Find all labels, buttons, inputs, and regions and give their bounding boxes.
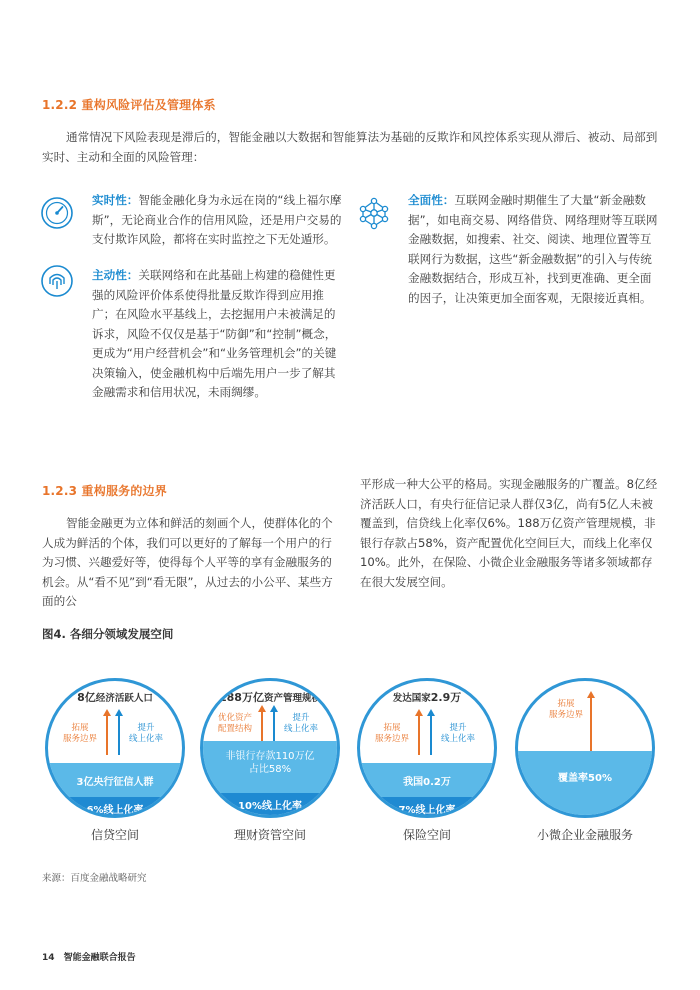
band-light: 覆盖率50% (518, 751, 652, 818)
risk-intro: 通常情况下风险表现是滞后的，智能金融以大数据和智能算法为基础的反欺诈和风控体系实现从滞后、被动、局部到实时、主动和全面的风险管理： (42, 130, 658, 164)
band-dark: 6%线上化率 (48, 797, 182, 818)
realtime-label: 实时性： (92, 193, 139, 207)
caption-insurance: 保险空间 (402, 828, 451, 842)
page-number: 14 (42, 953, 55, 963)
report-name: 智能金融联合报告 (63, 953, 136, 963)
arrow-up-icon (118, 715, 120, 755)
comprehensive-text: 互联网金融时期催生了大量“新金融数据”，如电商交易、网络借贷、网络理财等互联网金融数据，如搜索、社交、阅读、地理位置等互联网行为数据，这些“新金融数据”的引入与传统金融数据结合，形成互补，找到更准确、更全面的因子，让决策更加全面客观，无限接近真相。 (408, 193, 658, 305)
realtime-block (92, 191, 344, 250)
figure-title: 图4. 各细分领域发展空间 (42, 627, 174, 641)
circle-credit-top: 8亿经济活跃人口 (77, 691, 153, 704)
band-dark: 10%线上化率 (203, 793, 337, 818)
band-light: 3亿央行征信人群 (48, 763, 182, 797)
circle-insurance (357, 678, 497, 818)
proactive-block (92, 266, 344, 403)
label-optimize: 优化资产 配置结构 (217, 713, 252, 734)
arrow-up-icon (590, 697, 592, 751)
network-icon (357, 196, 391, 230)
band-dark: 7%线上化率 (360, 797, 494, 818)
arrow-up-icon (430, 715, 432, 755)
section-title-risk: 1.2.2 重构风险评估及管理体系 (42, 98, 216, 112)
section-title-service: 1.2.3 重构服务的边界 (42, 484, 167, 498)
caption-wealth: 理财资管空间 (233, 828, 306, 842)
figure-source: 来源：百度金融战略研究 (42, 873, 147, 884)
circle-credit (45, 678, 185, 818)
service-para-left: 智能金融更为立体和鲜活的刻画个人，使群体化的个人成为鲜活的个体，我们可以更好的了解每一个用户的行为习惯、兴趣爱好等，使得每个人平等的享有金融服务的机会。从“看不见”到“看无限”，从过去的小公平、某些方面的公 (42, 516, 333, 608)
label-expand: 拓展 服务边界 (62, 723, 97, 744)
shield-hand-icon (40, 264, 74, 298)
proactive-text: 关联网络和在此基础上构建的稳健性更强的风险评价体系使得批量反欺诈得到应用推广；在风险水平基线上，去挖掘用户未被满足的诉求，风险不仅仅是基于“防御”和“控制”概念，更成为“用户经营机会”和“业务管理机会”的关键决策输入，使金融机构中后端先用户一步了解其金融需求和信用状况，未雨绸缪。 (92, 268, 337, 399)
band-light: 我国0.2万 (360, 763, 494, 797)
circle-wealth (200, 678, 340, 818)
arrow-up-icon (273, 711, 275, 741)
comprehensive-block (408, 191, 660, 308)
label-expand: 拓展 服务边界 (548, 699, 583, 720)
circle-wealth-top: 188万亿资产管理规模 (219, 691, 321, 704)
comprehensive-label: 全面性： (408, 193, 455, 207)
circle-insurance-top: 发达国家2.9万 (392, 691, 462, 704)
label-expand: 拓展 服务边界 (374, 723, 409, 744)
label-online: 提升 线上化率 (283, 713, 318, 734)
arrow-up-icon (418, 715, 420, 755)
arrow-up-icon (106, 715, 108, 755)
arrow-up-icon (261, 711, 263, 741)
circle-smb (515, 678, 655, 818)
proactive-label: 主动性： (92, 268, 139, 282)
page-footer (42, 950, 136, 963)
label-online: 提升 线上化率 (440, 723, 475, 744)
band-light: 非银行存款110万亿 占比58% (203, 741, 337, 793)
caption-smb: 小微企业金融服务 (536, 828, 633, 842)
gauge-icon (40, 196, 74, 230)
realtime-text: 智能金融化身为永远在岗的“线上福尔摩斯”，无论商业合作的信用风险，还是用户交易的支付欺诈风险，都将在实时监控之下无处遁形。 (92, 193, 342, 246)
caption-credit: 信贷空间 (90, 828, 139, 842)
label-online: 提升 线上化率 (128, 723, 163, 744)
service-para-right: 平形成一种大公平的格局。实现金融服务的广覆盖。8亿经济活跃人口，有央行征信记录人群仅3亿，尚有5亿人未被覆盖到，信贷线上化率仅6%。188万亿资产管理规模，非银行存款占58%，资产配置优化空间巨大，而线上化率仅10%。此外，在保险、小微企业金融服务等诸多领域都存在很大发展空间。 (360, 477, 658, 589)
